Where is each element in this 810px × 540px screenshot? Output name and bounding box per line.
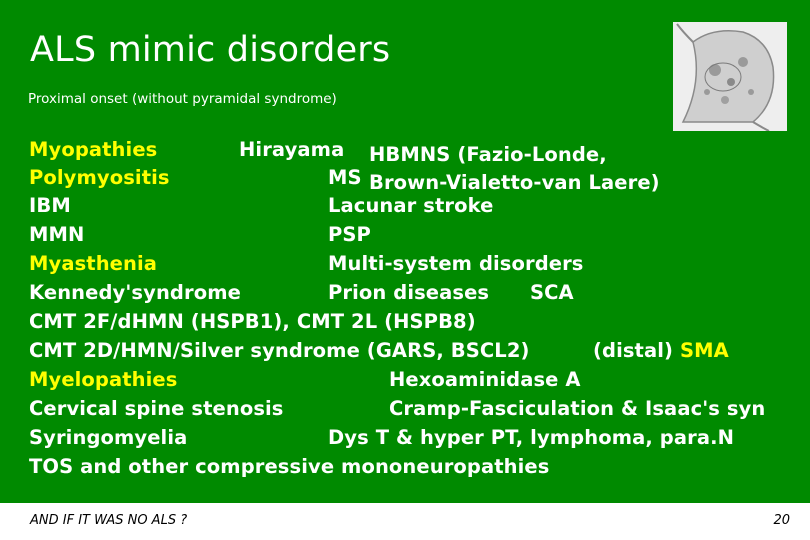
item-prion: Prion diseases (328, 281, 490, 304)
item-hexoaminidase: Hexoaminidase A (389, 368, 581, 391)
item-lacunar-stroke: Lacunar stroke (328, 194, 494, 217)
item-mmn: MMN (29, 223, 85, 246)
page-number: 20 (773, 513, 790, 528)
item-tos: TOS and other compressive mononeuropathies (29, 455, 550, 478)
item-distal: (distal) (593, 339, 674, 362)
item-multi-system: Multi-system disorders (328, 252, 584, 275)
item-hirayama: Hirayama (239, 138, 345, 161)
item-cmt2d: CMT 2D/HMN/Silver syndrome (GARS, BSCL2) (29, 339, 530, 362)
item-hbmns-line2: Brown-Vialetto-van Laere) (369, 171, 660, 194)
item-sca: SCA (530, 281, 574, 304)
item-myasthenia: Myasthenia (29, 252, 158, 275)
neuron-micrograph (673, 22, 787, 131)
item-cmt2f: CMT 2F/dHMN (HSPB1), CMT 2L (HSPB8) (29, 310, 476, 333)
item-cramp: Cramp-Fasciculation & Isaac's syn (389, 397, 766, 420)
item-syringomyelia: Syringomyelia (29, 426, 188, 449)
footer-caption: AND IF IT WAS NO ALS ? (30, 513, 188, 528)
item-polymyositis: Polymyositis (29, 166, 170, 189)
item-sma: SMA (680, 339, 729, 362)
item-ms: MS (328, 166, 362, 189)
item-kennedy: Kennedy'syndrome (29, 281, 241, 304)
item-hbmns-line1: HBMNS (Fazio-Londe, (369, 143, 607, 166)
item-myopathies: Myopathies (29, 138, 158, 161)
neuron-micrograph-drawing (673, 22, 787, 131)
slide-subtitle: Proximal onset (without pyramidal syndrome) (28, 91, 337, 107)
item-dys: Dys T & hyper PT, lymphoma, para.N (328, 426, 735, 449)
slide-title: ALS mimic disorders (30, 30, 391, 70)
item-ibm: IBM (29, 194, 71, 217)
item-myelopathies: Myelopathies (29, 368, 178, 391)
item-cervical: Cervical spine stenosis (29, 397, 284, 420)
item-psp: PSP (328, 223, 371, 246)
